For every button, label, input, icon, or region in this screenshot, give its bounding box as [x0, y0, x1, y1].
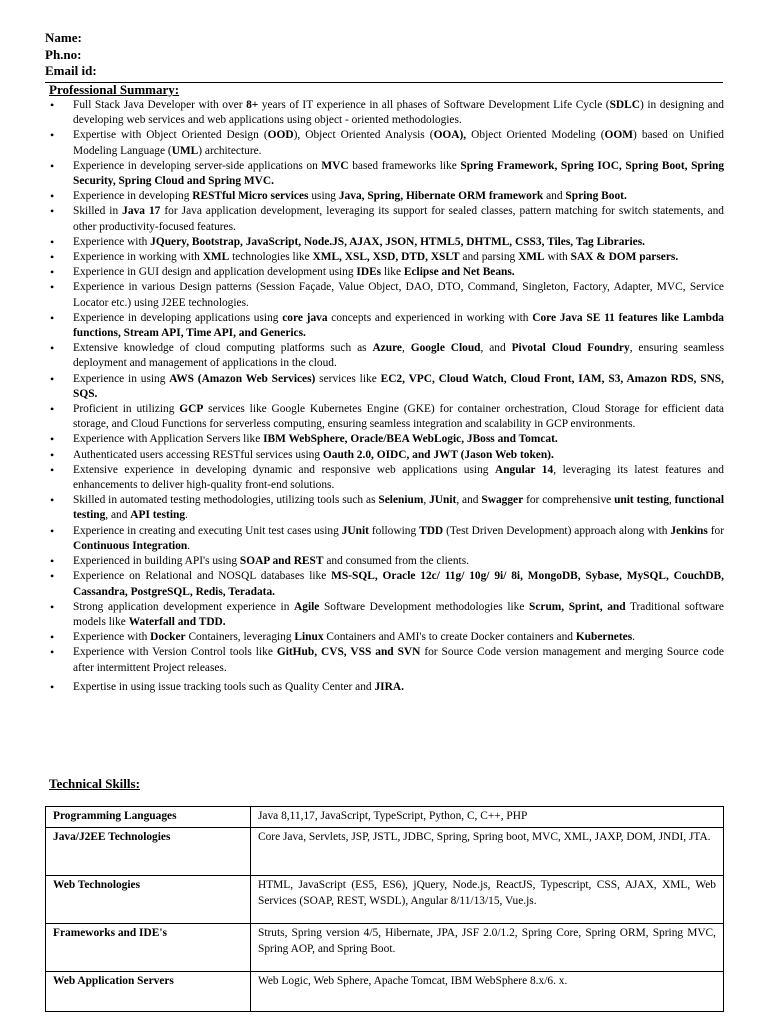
bold-text: OOM — [604, 129, 634, 142]
skill-category: Java/J2EE Technologies — [46, 828, 251, 876]
summary-item — [50, 341, 724, 371]
bold-text: Java 17 — [122, 205, 161, 218]
bold-text: Core Java SE 11 features like Lambda functions, Stream API, Time API, and Generics. — [73, 311, 724, 340]
text: , — [423, 494, 430, 507]
summary-item — [50, 463, 724, 493]
text: ) based on Unified Modeling Language ( — [73, 129, 724, 157]
text: Proficient in utilizing — [73, 403, 180, 416]
summary-item — [50, 569, 724, 599]
bold-text: Docker — [150, 631, 186, 644]
text: for — [707, 524, 724, 537]
bold-text: Waterfall and TDD. — [128, 615, 226, 628]
name-label: Name: — [45, 30, 82, 45]
summary-item — [50, 448, 724, 463]
text: Experience in using — [73, 372, 170, 385]
text: services like Google Kubernetes Engine (GKE) for container orchestration, Cloud Storage for efficient data storage, and Cloud Functions for serverless computing, ensuring seamless integration and scalability in GCP environments. — [73, 403, 724, 431]
bold-text: GCP — [179, 403, 204, 416]
bold-text: unit testing — [614, 494, 669, 507]
bold-text: EC2, VPC, Cloud Watch, Cloud Front, IAM, S3, Amazon RDS, SNS, SQS. — [73, 372, 724, 400]
text: , and — [105, 509, 131, 522]
bold-text: Azure — [372, 342, 402, 355]
summary-item — [50, 432, 724, 447]
skills-row — [46, 924, 724, 972]
text: Authenticated users accessing RESTful services using — [73, 448, 323, 461]
text: . — [632, 631, 635, 644]
text: concepts and experienced in working with — [327, 311, 533, 324]
text: technologies like — [229, 251, 313, 264]
summary-item — [50, 128, 724, 158]
summary-item — [50, 524, 724, 554]
text: ), Object Oriented Analysis ( — [293, 129, 434, 142]
bold-text: JUnit — [429, 494, 457, 507]
text: Skilled in — [73, 205, 123, 218]
bold-text: functional testing — [73, 494, 725, 522]
text: years of IT experience in all phases of Software Development Life Cycle ( — [258, 99, 610, 111]
summary-item — [50, 204, 724, 234]
text: , — [668, 494, 675, 507]
skills-row — [46, 972, 724, 1012]
skill-values: Core Java, Servlets, JSP, JSTL, JDBC, Spring, Spring boot, MVC, XML, JAXP, DOM, JNDI, JTA. — [251, 828, 724, 876]
skill-values: Java 8,11,17, JavaScript, TypeScript, Python, C, C++, PHP — [251, 807, 724, 828]
bold-text: OOA), — [433, 129, 467, 142]
text: , ensuring seamless deployment and management of applications in the cloud. — [73, 342, 725, 370]
bold-text: XML — [202, 251, 230, 264]
bold-text: core java — [282, 311, 328, 324]
bold-text: SOAP and REST — [239, 555, 324, 568]
bold-text: API testing — [130, 509, 186, 522]
bold-text: AWS (Amazon Web Services) — [169, 372, 316, 385]
text: and — [543, 190, 566, 203]
text: Extensive experience in developing dynamic and responsive web applications using — [73, 463, 495, 476]
text: Extensive knowledge of cloud computing platforms such as — [73, 342, 373, 355]
skills-row — [46, 807, 724, 828]
skills-row — [46, 828, 724, 876]
text: Experience with — [73, 631, 151, 644]
text: Experience on Relational and NOSQL databases like — [73, 570, 332, 583]
bold-text: Pivotal Cloud Foundry — [511, 342, 630, 355]
bold-text: Spring Framework, Spring IOC, Spring Boot, Spring Security, Spring Cloud and Spring MVC. — [73, 159, 725, 188]
text: Full Stack Java Developer with over — [73, 99, 247, 111]
bold-text: IDEs — [356, 266, 382, 279]
bold-text: Selenium — [378, 494, 424, 507]
bold-text: MVC — [321, 159, 349, 172]
text: for Java application development, leveraging its support for sealed classes, pattern matching for switch statements, and other productivity-focused features. — [73, 205, 724, 233]
summary-item — [50, 402, 724, 432]
summary-item — [50, 600, 724, 630]
text: for Source Code version management and merging Source code after intermittent Project releases. — [73, 646, 724, 674]
summary-item — [50, 250, 724, 265]
bold-text: IBM WebSphere, Oracle/BEA WebLogic, JBoss and Tomcat. — [263, 433, 558, 446]
bold-text: XML — [518, 251, 545, 264]
bold-text: JUnit — [341, 524, 369, 537]
skill-values: Web Logic, Web Sphere, Apache Tomcat, IBM WebSphere 8.x/6. x. — [251, 972, 724, 1012]
bold-text: 8+ — [246, 99, 259, 111]
text: , leveraging its latest features and enhancements to deliver high-quality front-end solutions. — [73, 463, 725, 492]
summary-item — [50, 493, 724, 523]
bold-text: Angular 14 — [494, 463, 554, 476]
technical-skills-table — [45, 806, 724, 1012]
summary-item — [50, 680, 724, 695]
text: , and — [480, 342, 512, 355]
summary-item — [50, 372, 724, 402]
text: Experience in GUI design and application development using — [73, 266, 357, 279]
text: . — [185, 509, 188, 522]
bold-text: Oauth 2.0, OIDC, and JWT (Jason Web token). — [322, 448, 554, 461]
summary-item — [50, 189, 724, 204]
bold-text: TDD — [419, 524, 444, 537]
summary-item — [50, 280, 724, 310]
text: Containers, leveraging — [185, 631, 295, 644]
text: Software Development methodologies like — [319, 600, 529, 613]
text: Expertise in using issue tracking tools such as Quality Center and — [73, 680, 375, 693]
bold-text: OOD — [267, 129, 294, 142]
text: Experience with — [73, 235, 151, 248]
skill-category: Frameworks and IDE's — [46, 924, 251, 972]
bold-text: Google Cloud — [410, 342, 481, 355]
text: Object Oriented Modeling ( — [466, 129, 605, 142]
skill-category: Programming Languages — [46, 807, 251, 828]
summary-item — [50, 265, 724, 280]
text: ) in designing and developing web services and web applications using object - oriented methodologies. — [73, 99, 724, 127]
text: using — [308, 190, 339, 203]
text: following — [368, 524, 420, 537]
text: based frameworks like — [348, 159, 461, 172]
text: (Test Driven Development) approach along with — [443, 524, 671, 537]
text: , and — [456, 494, 482, 507]
skill-category: Web Application Servers — [46, 972, 251, 1012]
technical-skills-title: Technical Skills: — [49, 776, 140, 791]
summary-item — [50, 159, 724, 189]
summary-item — [50, 645, 724, 675]
text: Experience with Application Servers like — [73, 433, 264, 446]
text: Experience in various Design patterns (Session Façade, Value Object, DAO, DTO, Command, Singleton, Factory, Adapter, MVC, Service Locator etc.) using J2EE technologies. — [73, 281, 724, 309]
bold-text: Java, Spring, Hibernate ORM framework — [338, 190, 544, 203]
bold-text: JQuery, Bootstrap, JavaScript, Node.JS, AJAX, JSON, HTML5, DHTML, CSS3, Tiles, Tag Libraries. — [150, 235, 645, 248]
text: and parsing — [459, 251, 519, 264]
text: with — [544, 251, 571, 264]
text: Experience in developing server-side applications on — [73, 159, 322, 172]
text: Skilled in automated testing methodologies, utilizing tools such as — [73, 494, 379, 507]
skill-category: Web Technologies — [46, 876, 251, 924]
bold-text: UML — [171, 144, 199, 157]
bold-text: Linux — [294, 631, 324, 644]
text: . — [187, 539, 191, 552]
text: Containers and AMI's to create Docker containers and — [323, 631, 576, 644]
summary-list — [50, 98, 724, 695]
text: Experience in creating and executing Unit test cases using — [73, 524, 342, 537]
text: Experience with Version Control tools like — [73, 646, 277, 659]
bold-text: Swagger — [481, 494, 524, 507]
text: Experienced in building API's using — [73, 555, 240, 568]
text: Expertise with Object Oriented Design ( — [73, 129, 268, 142]
summary-item — [50, 554, 724, 569]
bold-text: Scrum, Sprint, and — [529, 600, 626, 613]
bold-text: RESTful Micro services — [192, 190, 309, 203]
bold-text: Kubernetes — [575, 631, 633, 644]
phone-label: Ph.no: — [45, 47, 82, 62]
bold-text: Agile — [294, 600, 320, 613]
bold-text: Continuous Integration — [73, 539, 188, 552]
bold-text: JIRA. — [374, 680, 404, 693]
professional-summary-title: Professional Summary: — [49, 82, 180, 97]
text: Traditional software models like — [73, 600, 724, 628]
bold-text: Eclipse and Net Beans. — [403, 266, 515, 279]
skill-values: Struts, Spring version 4/5, Hibernate, JPA, JSF 2.0/1.2, Spring Core, Spring ORM, Spring MVC, Spring AOP, and Spring Boot. — [251, 924, 724, 972]
summary-item — [50, 235, 724, 250]
bold-text: SAX & DOM parsers. — [570, 251, 679, 264]
text: for comprehensive — [523, 494, 615, 507]
text: Experience in developing applications using — [73, 311, 283, 324]
summary-item — [50, 98, 724, 128]
bold-text: SDLC — [609, 99, 640, 111]
text: ) architecture. — [198, 144, 262, 157]
text: Experience in developing — [73, 190, 193, 203]
text: , — [401, 342, 411, 355]
text: Strong application development experience in — [73, 600, 295, 613]
bold-text: Spring Boot. — [565, 190, 627, 203]
bold-text: XML, XSL, XSD, DTD, XSLT — [312, 251, 460, 264]
bold-text: Jenkins — [670, 524, 708, 537]
summary-item — [50, 311, 724, 341]
email-label: Email id: — [45, 63, 97, 78]
bold-text: MS-SQL, Oracle 12c/ 11g/ 10g/ 9i/ 8i, MongoDB, Sybase, MySQL, CouchDB, Cassandra, PostgreSQL, Redis, Teradata. — [73, 570, 724, 598]
text: Experience in working with — [73, 251, 203, 264]
text: like — [381, 266, 404, 279]
text: services like — [315, 372, 381, 385]
text: and consumed from the clients. — [323, 555, 469, 568]
bold-text: GitHub, CVS, VSS and SVN — [276, 646, 421, 659]
skill-values: HTML, JavaScript (ES5, ES6), jQuery, Node.js, ReactJS, Typescript, CSS, AJAX, XML, Web Services (SOAP, REST, WSDL), Angular 8/11/13/15, Vue.js. — [251, 876, 724, 924]
summary-item — [50, 630, 724, 645]
skills-row — [46, 876, 724, 924]
